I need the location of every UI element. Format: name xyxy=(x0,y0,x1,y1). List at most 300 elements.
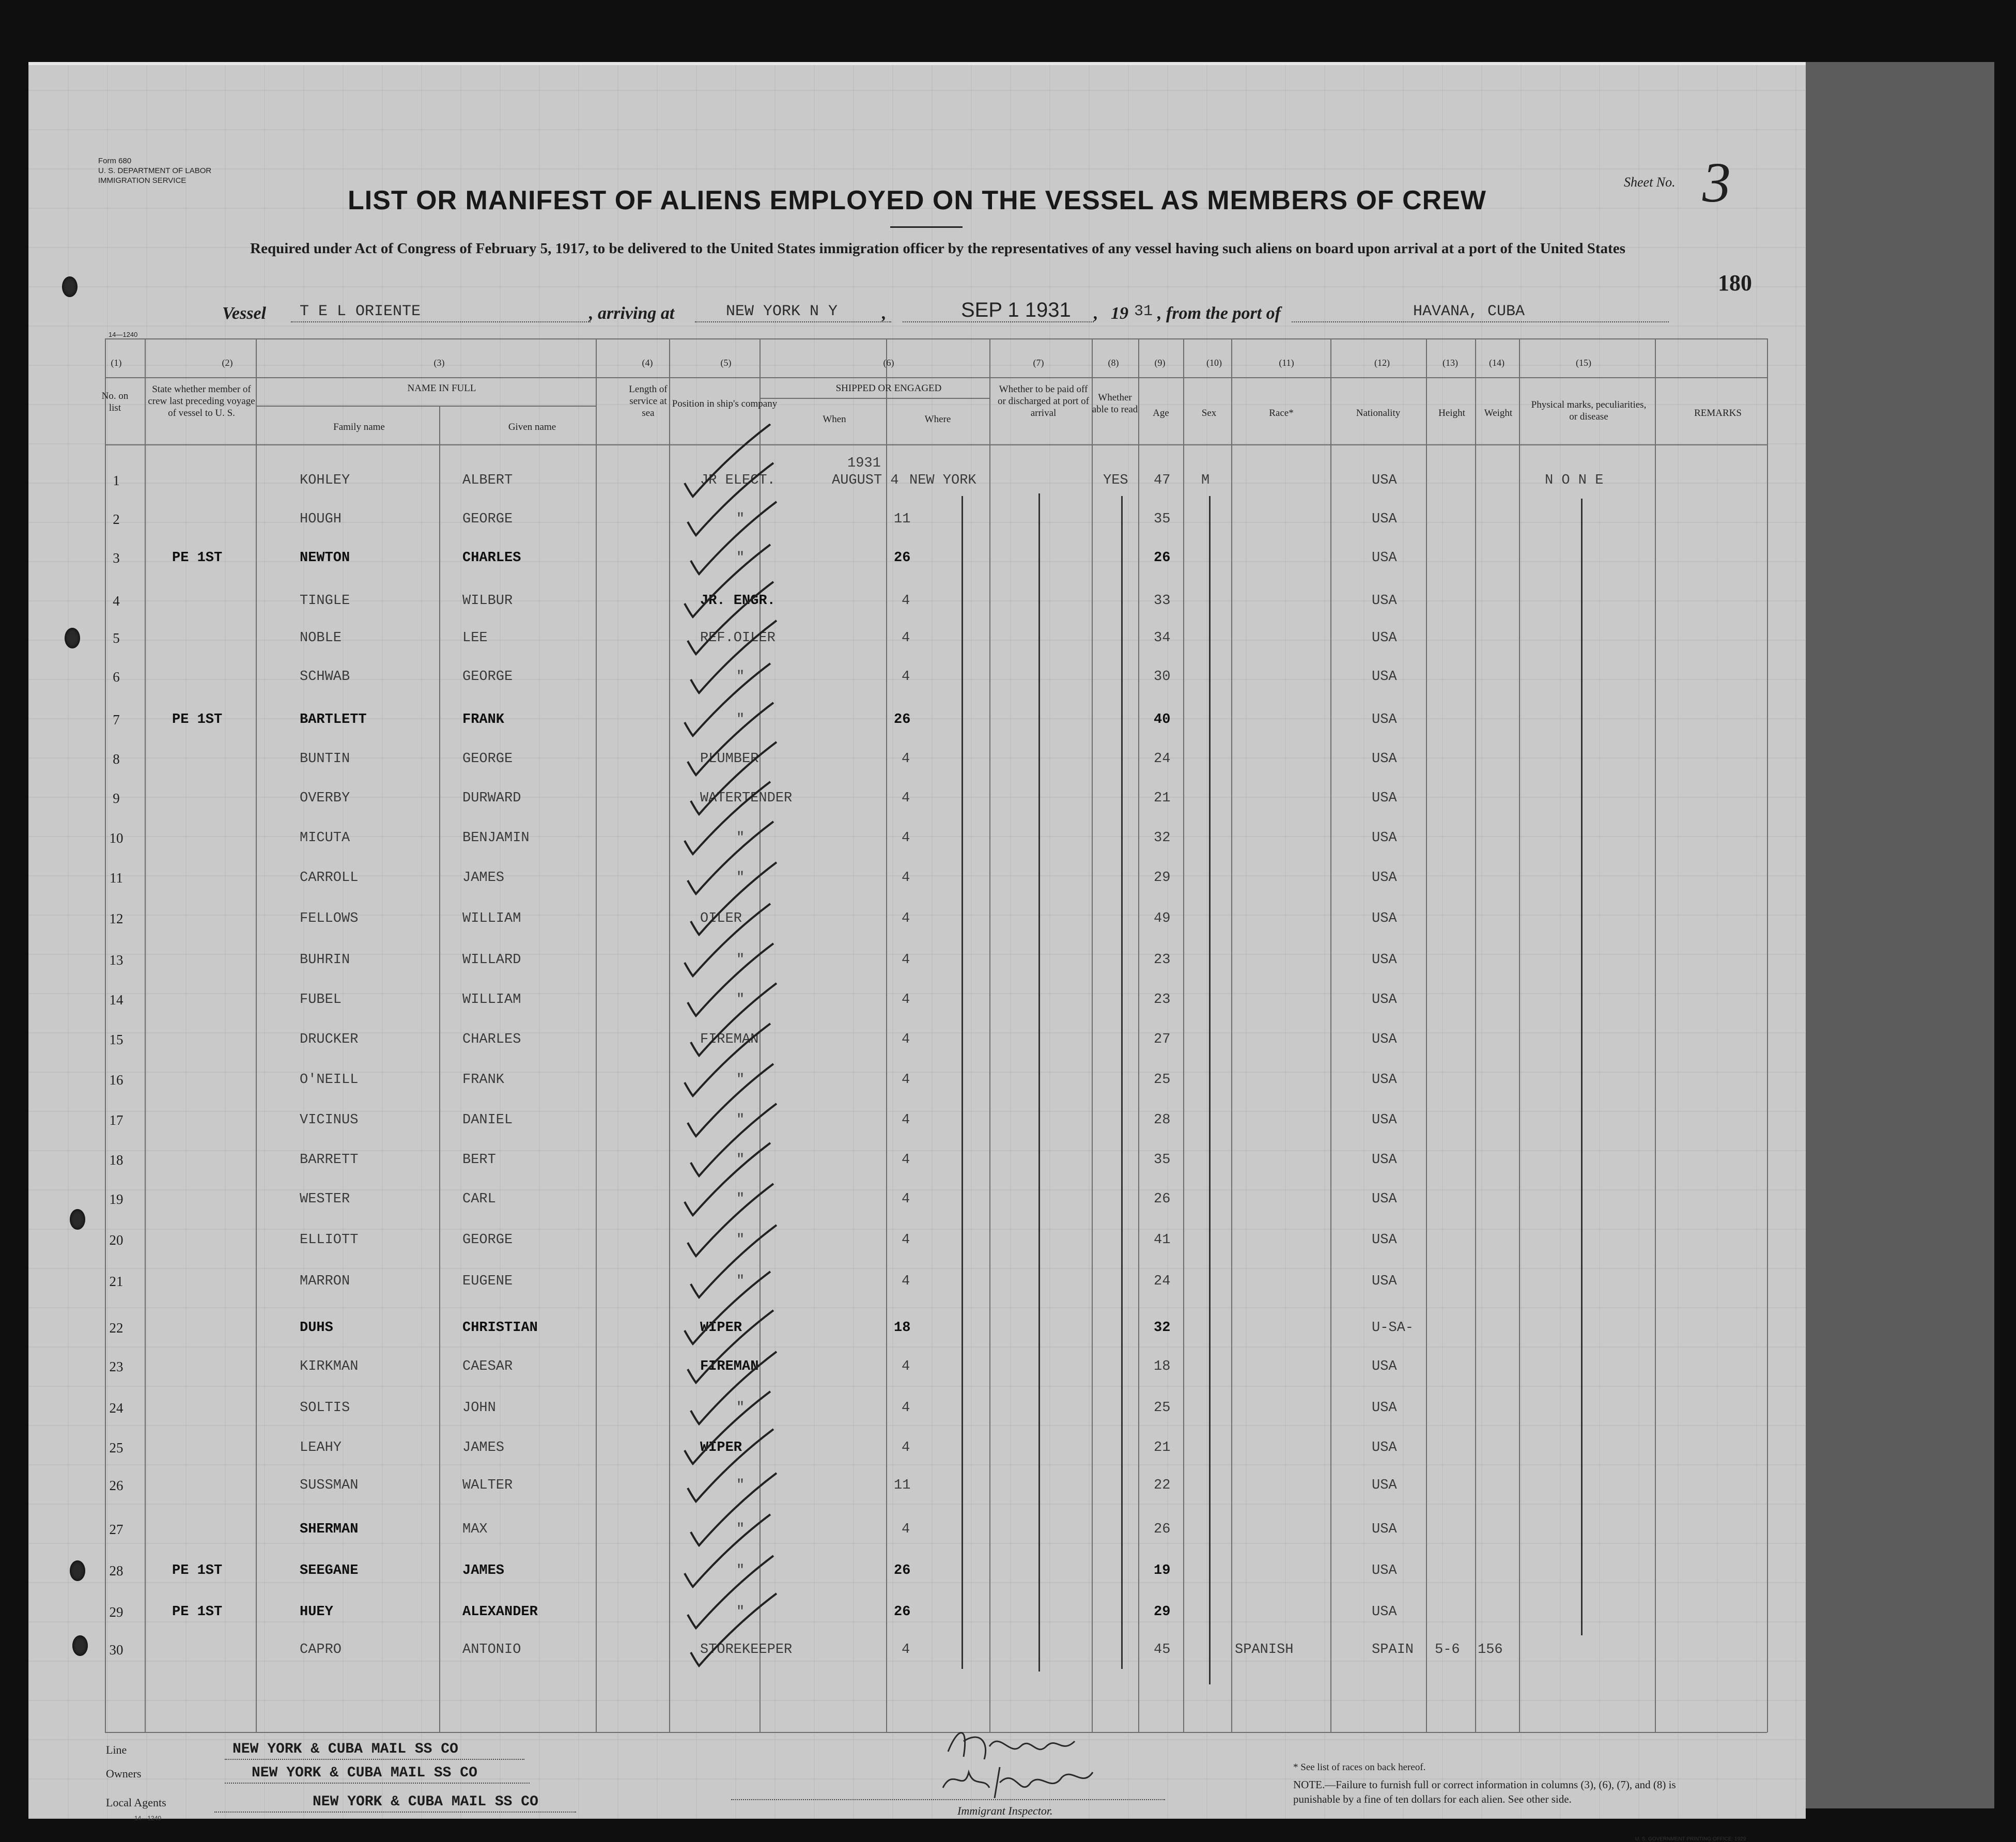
departure-port: HAVANA, CUBA xyxy=(1413,303,1525,320)
column-divider xyxy=(1330,338,1331,1732)
when-cell: 18 xyxy=(894,1320,911,1336)
header-paid-off: Whether to be paid off or discharged at port of arrival xyxy=(998,384,1089,419)
voyage-cell: PE 1ST xyxy=(172,1604,223,1620)
age-cell: 27 xyxy=(1154,1032,1171,1047)
age-cell: 32 xyxy=(1154,830,1171,846)
given-name-cell: GEORGE xyxy=(462,512,513,527)
column-number: (3) xyxy=(433,358,445,368)
age-cell: 28 xyxy=(1154,1112,1171,1128)
check-mark xyxy=(691,621,777,693)
given-name-cell: WILLARD xyxy=(462,952,521,968)
given-name-cell: DANIEL xyxy=(462,1112,513,1128)
family-name-cell: BUHRIN xyxy=(300,952,350,968)
column-divider xyxy=(1183,338,1184,1732)
check-mark xyxy=(685,545,770,617)
nationality-cell: USA xyxy=(1372,669,1397,685)
when-cell: 4 xyxy=(902,870,910,886)
position-cell: FIREMAN xyxy=(700,1032,759,1047)
row-number: 30 xyxy=(109,1642,123,1658)
binder-hole xyxy=(65,628,80,648)
header-given-name: Given name xyxy=(508,422,556,432)
from-label: , from the port of xyxy=(1157,304,1281,323)
given-name-cell: BERT xyxy=(462,1152,496,1168)
family-name-cell: BARTLETT xyxy=(300,712,367,727)
sheet-number: 3 xyxy=(1702,151,1731,214)
position-cell: " xyxy=(736,870,745,886)
header-height: Height xyxy=(1438,408,1465,419)
check-mark xyxy=(691,1104,777,1176)
family-name-cell: WESTER xyxy=(300,1191,350,1207)
header-no-on-list: No. on list xyxy=(101,391,129,413)
family-name-cell: DUHS xyxy=(300,1320,333,1336)
ditto-line-read xyxy=(1121,496,1123,1669)
family-name-cell: MICUTA xyxy=(300,830,350,846)
position-cell: WIPER xyxy=(700,1320,742,1336)
inspector-signature xyxy=(927,1710,1113,1808)
nationality-cell: USA xyxy=(1372,1563,1397,1578)
binder-hole xyxy=(70,1560,85,1581)
line-value: NEW YORK & CUBA MAIL SS CO xyxy=(232,1741,458,1757)
owners-label: Owners xyxy=(106,1767,142,1780)
position-cell: " xyxy=(736,550,745,566)
service-name: IMMIGRATION SERVICE xyxy=(98,176,187,185)
year-annotation: 1931 xyxy=(847,456,881,471)
position-cell: " xyxy=(736,952,745,968)
position-cell: " xyxy=(736,830,745,846)
when-cell: 26 xyxy=(894,550,911,566)
check-mark xyxy=(691,742,777,814)
row-number: 6 xyxy=(113,669,120,685)
check-mark xyxy=(691,1352,777,1424)
header-divider xyxy=(105,377,1767,378)
family-name-cell: BUNTIN xyxy=(300,751,350,767)
family-name-cell: KIRKMAN xyxy=(300,1359,359,1374)
row-number: 22 xyxy=(109,1320,123,1336)
nationality-cell: USA xyxy=(1372,911,1397,926)
ditto-line-paid-off xyxy=(1038,493,1040,1671)
nationality-cell: USA xyxy=(1372,1274,1397,1289)
form-identifier xyxy=(98,156,211,185)
when-cell: 11 xyxy=(894,512,911,527)
vessel-name: T E L ORIENTE xyxy=(300,303,421,320)
column-number: (6) xyxy=(883,358,894,368)
given-name-cell: CHRISTIAN xyxy=(462,1320,538,1336)
check-mark xyxy=(691,1593,777,1666)
given-name-cell: WALTER xyxy=(462,1478,513,1493)
header-divider xyxy=(105,444,1767,445)
family-name-cell: FELLOWS xyxy=(300,911,359,926)
read-cell: YES xyxy=(1103,473,1128,488)
nationality-cell: USA xyxy=(1372,473,1397,488)
row-number: 17 xyxy=(109,1112,123,1128)
position-cell: " xyxy=(736,1274,745,1289)
check-mark xyxy=(685,1024,770,1096)
binder-hole xyxy=(62,276,77,297)
family-name-cell: O'NEILL xyxy=(300,1072,359,1088)
position-cell: " xyxy=(736,1232,745,1248)
row-number: 20 xyxy=(109,1232,123,1248)
nationality-cell: USA xyxy=(1372,1400,1397,1416)
age-cell: 35 xyxy=(1154,1152,1171,1168)
when-cell: 4 xyxy=(902,669,910,685)
nationality-cell: USA xyxy=(1372,712,1397,727)
agents-label: Local Agents xyxy=(106,1796,166,1809)
position-cell: JR ELECT. xyxy=(700,473,776,488)
header-subdivider xyxy=(256,406,596,407)
sex-cell: M xyxy=(1201,473,1210,488)
when-cell: AUGUST 4 xyxy=(832,473,899,488)
family-name-cell: TINGLE xyxy=(300,593,350,609)
nationality-cell: USA xyxy=(1372,751,1397,767)
when-cell: 4 xyxy=(902,1191,910,1207)
when-cell: 4 xyxy=(902,992,910,1008)
page-subtitle: Required under Act of Congress of February 5, 1917, to be delivered to the United States immigration officer by the representatives of any vessel having such aliens on board upon arrival at a port of the United States xyxy=(250,240,1625,257)
given-name-cell: CAESAR xyxy=(462,1359,513,1374)
given-name-cell: CHARLES xyxy=(462,1032,521,1047)
sheet-label: Sheet No. xyxy=(1624,175,1676,190)
position-cell: OILER xyxy=(700,911,742,926)
column-number: (5) xyxy=(720,358,732,368)
column-number: (1) xyxy=(111,358,122,368)
family-name-cell: SHERMAN xyxy=(300,1522,359,1537)
when-cell: 4 xyxy=(902,1072,910,1088)
check-mark xyxy=(688,463,773,535)
penalty-note: NOTE.—Failure to furnish full or correct information in columns (3), (6), (7), and (8) is punishable by a fine of ten dollars for each alien. See other side. xyxy=(1293,1778,1676,1805)
line-fill-rule xyxy=(225,1759,524,1760)
when-cell: 4 xyxy=(902,630,910,646)
age-cell: 18 xyxy=(1154,1359,1171,1374)
age-cell: 26 xyxy=(1154,1191,1171,1207)
given-name-cell: CHARLES xyxy=(462,550,521,566)
given-name-cell: ALEXANDER xyxy=(462,1604,538,1620)
row-number: 21 xyxy=(109,1274,123,1289)
year-suffix: 31 xyxy=(1134,303,1153,320)
age-cell: 47 xyxy=(1154,473,1171,488)
check-mark xyxy=(688,1184,773,1256)
department-name: U. S. DEPARTMENT OF LABOR xyxy=(98,166,212,175)
column-divider xyxy=(1231,338,1232,1732)
family-name-cell: CAPRO xyxy=(300,1642,342,1658)
age-cell: 29 xyxy=(1154,1604,1171,1620)
voyage-cell: PE 1ST xyxy=(172,712,223,727)
age-cell: 24 xyxy=(1154,1274,1171,1289)
family-name-cell: HOUGH xyxy=(300,512,342,527)
column-number: (15) xyxy=(1576,358,1591,368)
when-cell: 4 xyxy=(902,1032,910,1047)
row-number: 14 xyxy=(109,992,123,1008)
check-mark xyxy=(688,1310,773,1383)
family-name-cell: LEAHY xyxy=(300,1440,342,1456)
family-name-cell: SCHWAB xyxy=(300,669,350,685)
print-office: U. S. GOVERNMENT PRINTING OFFICE: 1929 xyxy=(1635,1836,1746,1842)
nationality-cell: USA xyxy=(1372,1478,1397,1493)
header-weight: Weight xyxy=(1484,408,1513,419)
row-number: 15 xyxy=(109,1032,123,1047)
row-number: 8 xyxy=(113,751,120,767)
voyage-cell: PE 1ST xyxy=(172,1563,223,1578)
column-number: (11) xyxy=(1279,358,1294,368)
title-underline xyxy=(890,226,963,228)
nationality-cell: USA xyxy=(1372,512,1397,527)
row-number: 23 xyxy=(109,1359,123,1374)
nationality-cell: USA xyxy=(1372,1359,1397,1374)
header-able-to-read: Whether able to read xyxy=(1092,392,1138,415)
nationality-cell: USA xyxy=(1372,952,1397,968)
given-name-cell: EUGENE xyxy=(462,1274,513,1289)
position-cell: REF.OILER xyxy=(700,630,776,646)
header-divider xyxy=(105,338,1767,339)
position-cell: FIREMAN xyxy=(700,1359,759,1374)
column-number: (12) xyxy=(1374,358,1390,368)
age-cell: 19 xyxy=(1154,1563,1171,1578)
column-number: (14) xyxy=(1489,358,1505,368)
row-number: 18 xyxy=(109,1152,123,1168)
age-cell: 24 xyxy=(1154,751,1171,767)
age-cell: 26 xyxy=(1154,550,1171,566)
owners-value: NEW YORK & CUBA MAIL SS CO xyxy=(252,1765,477,1781)
family-name-cell: NEWTON xyxy=(300,550,350,566)
column-number: (4) xyxy=(642,358,653,368)
vessel-fill-rule xyxy=(291,321,591,322)
row-number: 3 xyxy=(113,550,120,566)
given-name-cell: WILBUR xyxy=(462,593,513,609)
family-name-cell: SOLTIS xyxy=(300,1400,350,1416)
column-divider xyxy=(1519,338,1520,1732)
comma: , xyxy=(882,304,887,323)
vessel-label: Vessel xyxy=(222,304,266,323)
where-cell: NEW YORK xyxy=(909,473,976,488)
position-cell: " xyxy=(736,1152,745,1168)
nationality-cell: USA xyxy=(1372,1032,1397,1047)
position-cell: " xyxy=(736,1604,745,1620)
family-name-cell: MARRON xyxy=(300,1274,350,1289)
check-mark xyxy=(685,1391,770,1464)
age-cell: 29 xyxy=(1154,870,1171,886)
age-cell: 40 xyxy=(1154,712,1171,727)
given-name-cell: MAX xyxy=(462,1522,488,1537)
agents-fill-rule xyxy=(214,1812,576,1813)
nationality-cell: USA xyxy=(1372,1232,1397,1248)
header-race: Race* xyxy=(1269,408,1294,419)
check-mark xyxy=(685,904,770,976)
header-name-in-full: NAME IN FULL xyxy=(407,383,476,394)
when-cell: 4 xyxy=(902,830,910,846)
position-cell: " xyxy=(736,1478,745,1493)
ditto-line-where xyxy=(962,496,963,1669)
family-name-cell: SUSSMAN xyxy=(300,1478,359,1493)
header-nationality: Nationality xyxy=(1356,408,1401,419)
check-mark xyxy=(688,1429,773,1502)
nationality-cell: U-SA- xyxy=(1372,1320,1414,1336)
row-number: 7 xyxy=(113,712,120,727)
column-divider xyxy=(1092,338,1093,1732)
binder-hole xyxy=(72,1635,88,1656)
inspector-label: Immigrant Inspector. xyxy=(957,1804,1053,1817)
date-fill-rule xyxy=(903,321,1094,322)
when-cell: 4 xyxy=(902,1440,910,1456)
nationality-cell: SPAIN xyxy=(1372,1642,1414,1658)
from-fill-rule xyxy=(1292,321,1669,322)
check-mark xyxy=(685,424,770,497)
check-mark xyxy=(685,1143,770,1215)
age-cell: 25 xyxy=(1154,1072,1171,1088)
given-name-cell: GEORGE xyxy=(462,751,513,767)
check-mark xyxy=(688,582,773,654)
age-cell: 30 xyxy=(1154,669,1171,685)
column-divider xyxy=(1475,338,1476,1732)
check-mark xyxy=(688,822,773,894)
ditto-line-physical xyxy=(1581,499,1583,1635)
physical-cell: N O N E xyxy=(1545,473,1604,488)
paper-top-edge xyxy=(28,62,1806,65)
row-number: 2 xyxy=(113,512,120,527)
column-number: (13) xyxy=(1443,358,1458,368)
when-cell: 4 xyxy=(902,791,910,806)
position-cell: " xyxy=(736,1191,745,1207)
form-number: Form 680 xyxy=(98,157,132,165)
family-name-cell: HUEY xyxy=(300,1604,333,1620)
check-mark xyxy=(685,1272,770,1344)
page-title: LIST OR MANIFEST OF ALIENS EMPLOYED ON THE VESSEL AS MEMBERS OF CREW xyxy=(348,185,1486,215)
column-number: (10) xyxy=(1206,358,1222,368)
check-mark xyxy=(691,502,777,574)
header-split xyxy=(439,406,440,1732)
age-cell: 34 xyxy=(1154,630,1171,646)
nationality-cell: USA xyxy=(1372,992,1397,1008)
given-name-cell: JAMES xyxy=(462,870,505,886)
ditto-line-sex xyxy=(1209,496,1211,1684)
when-cell: 4 xyxy=(902,751,910,767)
column-divider xyxy=(1138,338,1139,1732)
owners-fill-rule xyxy=(225,1783,530,1784)
family-name-cell: KOHLEY xyxy=(300,473,350,488)
column-divider xyxy=(1767,338,1768,1732)
age-cell: 22 xyxy=(1154,1478,1171,1493)
column-divider xyxy=(596,338,597,1732)
age-cell: 26 xyxy=(1154,1522,1171,1537)
nationality-cell: USA xyxy=(1372,1112,1397,1128)
header-when: When xyxy=(823,414,846,425)
when-cell: 26 xyxy=(894,712,911,727)
age-cell: 35 xyxy=(1154,512,1171,527)
voyage-cell: PE 1ST xyxy=(172,550,223,566)
when-cell: 11 xyxy=(894,1478,911,1493)
given-name-cell: FRANK xyxy=(462,1072,505,1088)
nationality-cell: USA xyxy=(1372,1191,1397,1207)
nationality-cell: USA xyxy=(1372,1604,1397,1620)
height-cell: 5-6 xyxy=(1435,1642,1460,1658)
given-name-cell: JOHN xyxy=(462,1400,496,1416)
check-mark xyxy=(688,703,773,775)
family-name-cell: OVERBY xyxy=(300,791,350,806)
nationality-cell: USA xyxy=(1372,593,1397,609)
position-cell: WATERTENDER xyxy=(700,791,793,806)
form-code: 14—1240 xyxy=(108,331,138,338)
given-name-cell: GEORGE xyxy=(462,1232,513,1248)
when-cell: 26 xyxy=(894,1604,911,1620)
nationality-cell: USA xyxy=(1372,870,1397,886)
age-cell: 45 xyxy=(1154,1642,1171,1658)
family-name-cell: VICINUS xyxy=(300,1112,359,1128)
nationality-cell: USA xyxy=(1372,1440,1397,1456)
family-name-cell: DRUCKER xyxy=(300,1032,359,1047)
check-mark xyxy=(691,1473,777,1545)
given-name-cell: LEE xyxy=(462,630,488,646)
header-shipped-or-engaged: SHIPPED OR ENGAGED xyxy=(835,383,942,394)
line-label: Line xyxy=(106,1743,127,1756)
age-cell: 41 xyxy=(1154,1232,1171,1248)
nationality-cell: USA xyxy=(1372,630,1397,646)
row-number: 25 xyxy=(109,1440,123,1456)
manifest-sheet xyxy=(28,62,1806,1842)
row-number: 10 xyxy=(109,830,123,846)
position-cell: " xyxy=(736,669,745,685)
check-marks xyxy=(638,424,855,1695)
when-cell: 4 xyxy=(902,1400,910,1416)
comma: , xyxy=(1094,304,1098,323)
check-mark xyxy=(691,1225,777,1297)
position-cell: " xyxy=(736,1072,745,1088)
column-divider xyxy=(1426,338,1427,1732)
position-cell: PLUMBER xyxy=(700,751,759,767)
row-number: 1 xyxy=(113,473,120,488)
nationality-cell: USA xyxy=(1372,550,1397,566)
check-mark xyxy=(691,983,777,1056)
position-cell: " xyxy=(736,1112,745,1128)
when-cell: 4 xyxy=(902,1522,910,1537)
nationality-cell: USA xyxy=(1372,1522,1397,1537)
family-name-cell: BARRETT xyxy=(300,1152,359,1168)
footer-form-code: 14—1240 xyxy=(134,1815,162,1822)
row-number: 24 xyxy=(109,1400,123,1416)
position-cell: " xyxy=(736,712,745,727)
page-number: 180 xyxy=(1718,270,1752,296)
when-cell: 4 xyxy=(902,1232,910,1248)
given-name-cell: FRANK xyxy=(462,712,505,727)
column-number: (2) xyxy=(222,358,233,368)
age-cell: 49 xyxy=(1154,911,1171,926)
header-where: Where xyxy=(924,414,951,425)
check-mark xyxy=(685,782,770,854)
inspector-fill-rule xyxy=(731,1799,1165,1800)
position-cell: STOREKEEPER xyxy=(700,1642,793,1658)
nationality-cell: USA xyxy=(1372,1152,1397,1168)
given-name-cell: ANTONIO xyxy=(462,1642,521,1658)
when-cell: 4 xyxy=(902,952,910,968)
row-number: 4 xyxy=(113,593,120,609)
given-name-cell: JAMES xyxy=(462,1563,505,1578)
given-name-cell: BENJAMIN xyxy=(462,830,530,846)
header-length-of-service: Length of service at sea xyxy=(629,384,668,419)
column-divider xyxy=(989,338,990,1732)
row-number: 27 xyxy=(109,1522,123,1537)
when-cell: 26 xyxy=(894,1563,911,1578)
when-cell: 4 xyxy=(902,911,910,926)
column-number: (9) xyxy=(1154,358,1166,368)
age-cell: 32 xyxy=(1154,1320,1171,1336)
header-position: Position in ship's company xyxy=(672,398,778,409)
header-sex: Sex xyxy=(1201,408,1217,419)
age-cell: 21 xyxy=(1154,1440,1171,1456)
position-cell: " xyxy=(736,1400,745,1416)
given-name-cell: WILLIAM xyxy=(462,911,521,926)
check-mark xyxy=(685,663,770,736)
when-cell: 4 xyxy=(902,593,910,609)
position-cell: JR. ENGR. xyxy=(700,593,776,609)
arrival-port: NEW YORK N Y xyxy=(726,303,838,320)
given-name-cell: WILLIAM xyxy=(462,992,521,1008)
header-split xyxy=(886,398,887,1732)
